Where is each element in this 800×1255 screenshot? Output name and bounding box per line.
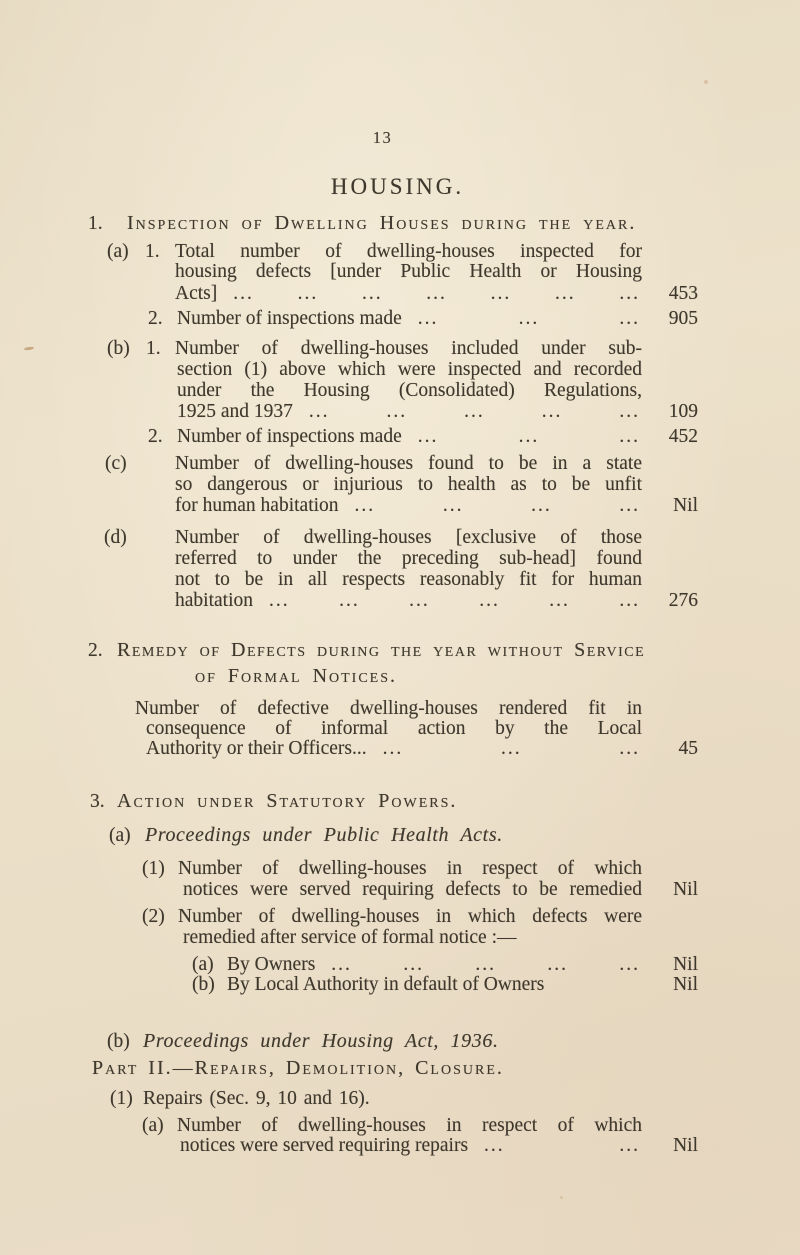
item-c-value: Nil [673,495,698,516]
section-3-heading-row [0,791,702,813]
item-3a1-text: Number of dwelling-houses in respect of which [178,858,642,879]
item-marker-a: (a) [142,1115,164,1136]
section-2-heading-row1 [0,640,702,662]
item-marker-1: 1. [146,338,161,359]
item-a1-value: 453 [668,283,698,304]
item-marker-c: (c) [105,453,127,474]
item-b1-line2 [0,359,702,381]
item-a2-text: Number of inspections made ... ... ... [177,308,640,329]
section-2-para-text: Number of defective dwelling-houses rendered fit in [135,698,642,719]
item-b1-line1 [0,338,702,360]
section-3b-heading: Proceedings under Housing Act, 1936. [143,1030,499,1052]
part-2-heading-row [0,1058,702,1080]
section-3b-heading-row [0,1031,702,1053]
item-3a1-line2 [0,879,702,901]
section-1-heading: Inspection of Dwelling Houses during the year. [127,212,637,234]
section-3a-heading-row [0,825,702,847]
section-2-heading-line2: of Formal Notices. [195,665,398,687]
item-3a1-line1 [0,858,702,880]
item-d-text: not to be in all respects reasonably fit for human [175,569,642,590]
item-3a2-text: remedied after service of formal notice :— [183,927,517,948]
item-marker-a: (a) [192,954,214,975]
item-3a2b-value: Nil [673,974,698,995]
item-a1-text: Total number of dwelling-houses inspected for [175,241,642,262]
item-b1-text: Number of dwelling-houses included under sub- [175,338,642,359]
item-b1-text: 1925 and 1937 ... ... ... ... ... [177,401,640,422]
item-c-text: for human habitation ... ... ... ... [175,495,640,516]
item-d-line2 [0,548,702,570]
page-title: HOUSING. [330,174,465,199]
item-d-text: referred to under the preceding sub-head] found [175,548,642,569]
page-number: 13 [372,128,393,147]
item-b2-text: Number of inspections made ... ... ... [177,426,640,447]
item-b1-value: 109 [668,401,698,422]
item-3a2b-line [0,974,702,996]
item-p1a-line1 [0,1115,702,1137]
item-c-line3 [0,495,702,517]
section-3-number: 3. [90,791,105,812]
item-3a2-line2 [0,927,702,949]
section-1-number: 1. [88,213,103,234]
section-2-value: 45 [678,738,698,759]
item-3a2a-value: Nil [673,954,698,975]
item-marker-b: (b) [192,974,215,995]
item-p1a-line2 [0,1135,702,1157]
item-3a2a-text: By Owners ... ... ... ... ... [227,954,640,975]
item-marker-b: (b) [107,1031,130,1052]
item-a1-line3 [0,283,702,305]
item-a1-line2 [0,261,702,283]
item-d-line3 [0,569,702,591]
item-marker-d: (d) [104,527,127,548]
dot-leader: ... ... ... ... ... ... [268,590,640,611]
dot-leader: ... ... ... ... ... [308,401,640,422]
section-2-para-text: consequence of informal action by the Local [146,718,642,739]
item-marker-a: (a) [107,241,129,262]
item-marker-2: 2. [148,426,163,447]
item-p1a-text: notices were served requiring repairs ... ... [180,1135,640,1156]
item-marker-1: (1) [142,858,165,879]
item-a1-line1 [0,241,702,263]
section-2-para-line2 [0,718,702,740]
item-c-text: Number of dwelling-houses found to be in a state [175,453,642,474]
dot-leader: ... ... ... ... [354,495,640,516]
item-c-text: so dangerous or injurious to health as to be unfit [175,474,642,495]
item-a1-text: Acts] ... ... ... ... ... ... ... [175,283,640,304]
dot-leader: ... ... ... ... ... [331,954,640,975]
item-3a2a-line [0,954,702,976]
item-c-line2 [0,474,702,496]
item-d-line1 [0,527,702,549]
item-3a2-line1 [0,906,702,928]
item-b1-text: section (1) above which were inspected and recorded [177,359,642,380]
paper-speck [704,80,708,84]
item-d-text: Number of dwelling-houses [exclusive of those [175,527,642,548]
dot-leader: ... ... ... [417,308,640,329]
item-d-value: 276 [668,590,698,611]
item-marker-2: (2) [142,906,165,927]
item-p1a-text: Number of dwelling-houses in respect of which [177,1115,642,1136]
item-3a1-value: Nil [673,879,698,900]
section-2-para-line3 [0,738,702,760]
section-1-heading-row [0,213,702,235]
item-b2-value: 452 [668,426,698,447]
item-3a2b-text: By Local Authority in default of Owners [227,974,545,995]
item-3a1-text: notices were served requiring defects to be remedied [183,879,642,900]
item-d-text: habitation ... ... ... ... ... ... [175,590,640,611]
section-2-para-line1 [0,698,702,720]
section-3a-heading: Proceedings under Public Health Acts. [145,824,503,846]
item-marker-1: 1. [145,241,160,262]
repairs-heading-row [0,1088,702,1110]
dot-leader: ... ... ... [417,426,640,447]
item-a2-value: 905 [668,308,698,329]
item-3a2-text: Number of dwelling-houses in which defects were [178,906,642,927]
section-3-heading: Action under Statutory Powers. [117,790,458,812]
paper-speck [560,1196,563,1199]
item-b2-line [0,426,702,448]
section-2-number: 2. [88,640,103,661]
item-marker-2: 2. [148,308,163,329]
part-2-heading: Part II.—Repairs, Demolition, Closure. [92,1057,504,1079]
item-marker-b: (b) [107,338,130,359]
item-d-line4 [0,590,702,612]
section-2-heading-row2 [0,666,702,688]
item-b1-line4 [0,401,702,423]
dot-leader: ... ... ... ... ... ... ... [233,283,640,304]
item-marker-1: (1) [110,1088,133,1109]
dot-leader: ... ... ... [382,738,640,759]
item-p1a-value: Nil [673,1135,698,1156]
item-b1-text: under the Housing (Consolidated) Regulations, [177,380,642,401]
item-c-line1 [0,453,702,475]
item-a2-line [0,308,702,330]
item-marker-a: (a) [109,825,131,846]
section-2-heading-line1: Remedy of Defects during the year without Service [117,639,646,661]
section-2-para-text: Authority or their Officers... ... ... ... [146,738,640,759]
item-b1-line3 [0,380,702,402]
repairs-heading-text: Repairs (Sec. 9, 10 and 16). [143,1088,370,1109]
dot-leader: ... ... [484,1135,640,1156]
item-a1-text: housing defects [under Public Health or Housing [175,261,642,282]
